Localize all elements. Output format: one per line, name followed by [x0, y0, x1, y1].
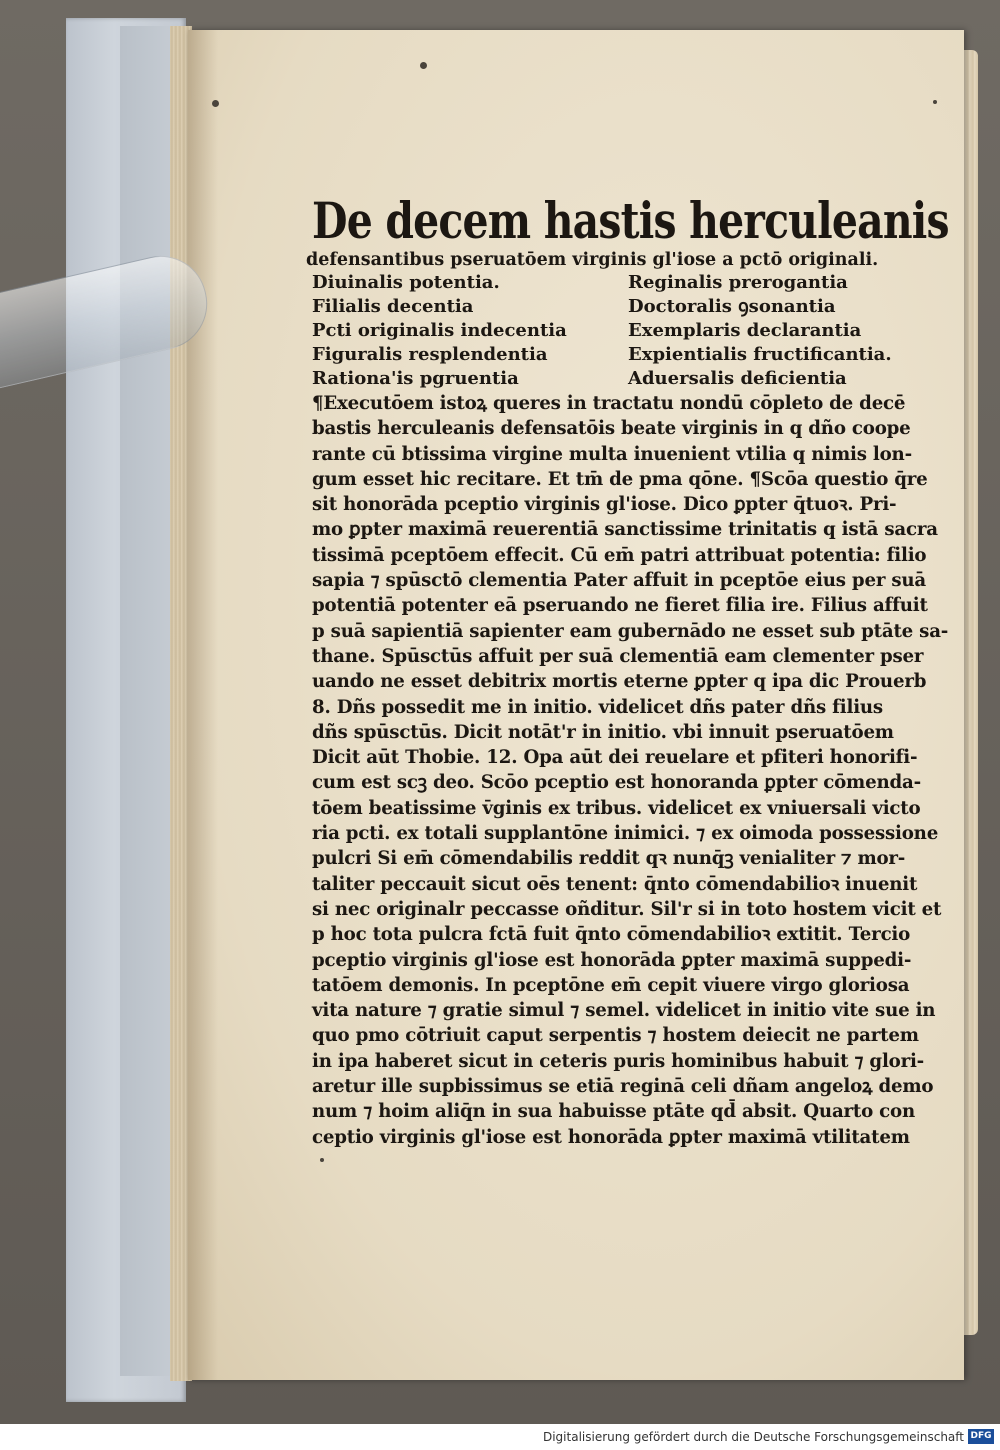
- body-line: vita nature ⁊ gratie simul ⁊ semel. videlicet in initio vite sue in: [312, 1000, 936, 1022]
- body-line: p hoc tota pulcra fctā fuit q̄nto cōmendabilioꝛ extitit. Tercio: [312, 924, 911, 946]
- page-speck: [320, 1158, 324, 1162]
- body-line: cum est scꝫ deo. Scōo pceptio est honoranda ꝑpter cōmenda-: [312, 772, 921, 794]
- body-line: taliter peccauit sicut oēs tenent: q̄nto cōmendabilioꝛ inuenit: [312, 873, 918, 895]
- body-line: num ⁊ hoim aliq̄n in sua habuisse ptāte qd̄ absit. Quarto con: [312, 1101, 916, 1123]
- list-item: Aduersalis deficientia: [628, 368, 847, 389]
- footer-bar: [0, 1424, 1000, 1450]
- page-hole: [212, 100, 219, 107]
- list-item: Filialis decentia: [312, 296, 474, 317]
- body-line: mo ꝑpter maximā reuerentiā sanctissime trinitatis q istā sacra: [312, 519, 938, 541]
- list-item: Exemplaris declarantia: [628, 320, 862, 341]
- body-line: tissimā pceptōem effecit. Cū em̄ patri attribuat potentia: filio: [312, 544, 927, 566]
- page-speck: [933, 100, 937, 104]
- body-line: ceptio virginis gl'iose est honorāda ꝑpter maximā vtilitatem: [312, 1126, 910, 1148]
- page-text: [306, 190, 949, 1150]
- list-item: Reginalis prerogantia: [628, 272, 848, 293]
- body-line: potentiā potenter eā pseruando ne fieret filia ire. Filius affuit: [312, 595, 928, 617]
- body-line: bastis herculeanis defensatōis beate virginis in q dño coope: [312, 418, 911, 440]
- body-line: rante cū btissima virgine multa inuenient vtilia q nimis lon-: [312, 443, 912, 465]
- body-line: tatōem demonis. In pceptōne em̄ cepit viuere virgo gloriosa: [312, 974, 910, 996]
- body-line: pulcri Si em̄ cōmendabilis reddit qꝛ nunq̄ꝫ venialiter ⁊ mor-: [312, 848, 906, 870]
- page-title: De decem hastis herculeanis: [312, 191, 949, 250]
- body-line: thane. Spūsctūs affuit per suā clementiā eam clementer pser: [312, 645, 924, 667]
- page-subtitle: defensantibus pseruatōem virginis gl'iose a pctō originali.: [306, 250, 879, 270]
- list-item: Figuralis resplendentia: [312, 344, 548, 365]
- body-line: sit honorāda pceptio virginis gl'iose. Dico ꝑpter q̄tuoꝛ. Pri-: [312, 494, 897, 516]
- hastae-list: [312, 271, 948, 391]
- page-hole: [420, 62, 427, 69]
- body-text: [312, 391, 948, 1150]
- list-item: Diuinalis potentia.: [312, 272, 500, 293]
- body-line: in ipa haberet sicut in ceteris puris hominibus habuit ⁊ glori-: [312, 1050, 925, 1072]
- body-line: gum esset hic recitare. Et tm̄ de pma qōne. ¶Scōa questio q̄re: [312, 468, 928, 490]
- body-line: dñs spūsctūs. Dicit notāt'r in initio. vbi innuit pseruatōem: [312, 721, 894, 743]
- list-item: Rationa'is pgruentia: [312, 368, 519, 389]
- body-line: ¶Executōem istoꝝ queres in tractatu nondū cōpleto de decē: [312, 393, 906, 414]
- funding-notice: Digitalisierung gefördert durch die Deutsche Forschungsgemeinschaft: [542, 1430, 964, 1444]
- list-item: Pcti originalis indecentia: [312, 320, 567, 341]
- body-line: si nec originalr peccasse oñditur. Sil'r si in toto hostem vicit et: [312, 898, 942, 920]
- body-line: aretur ille supbissimus se etiā reginā celi dñam angeloꝝ demo: [312, 1076, 934, 1098]
- body-line: uando ne esset debitrix mortis eterne ꝑpter q ipa dic Prouerb: [312, 671, 927, 693]
- body-line: quo pmo cōtriuit caput serpentis ⁊ hostem deiecit ne partem: [312, 1025, 919, 1047]
- body-line: tōem beatissime v̄ginis ex tribus. videlicet ex vniuersali victo: [312, 797, 921, 819]
- page-gutter-shadow: [188, 30, 218, 1380]
- body-line: 8. Dñs possedit me in initio. videlicet dñs pater dñs filius: [312, 696, 883, 718]
- body-line: sapia ⁊ spūsctō clementia Pater affuit in pceptōe eius per suā: [312, 570, 926, 592]
- body-line: p suā sapientiā sapienter eam gubernādo ne esset sub ptāte sa-: [312, 620, 949, 642]
- dfg-logo-icon: DFG: [968, 1429, 994, 1444]
- list-item: Expientialis fructificantia.: [628, 344, 892, 365]
- body-line: pceptio virginis gl'iose est honorāda ꝑpter maximā suppedi-: [312, 949, 912, 971]
- body-line: ria pcti. ex totali supplantōne inimici. ⁊ ex oimoda possessione: [312, 823, 939, 845]
- body-line: Dicit aūt Thobie. 12. Opa aūt dei reuelare et pfiteri honorifi-: [312, 747, 918, 769]
- list-item: Doctoralis ꝯsonantia: [628, 296, 836, 317]
